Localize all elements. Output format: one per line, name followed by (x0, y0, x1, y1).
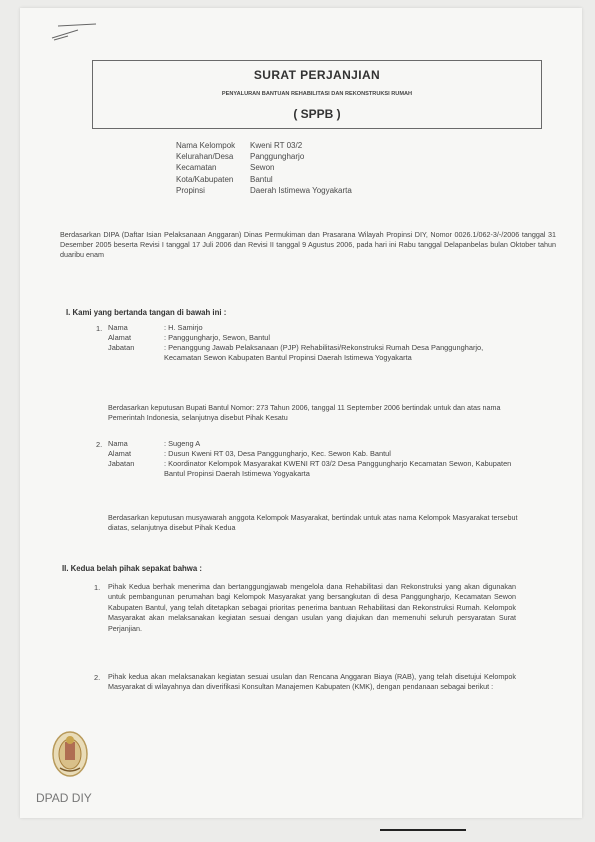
name-value: : Sugeng A (164, 439, 201, 448)
address-value: : Panggungharjo, Sewon, Bantul (164, 333, 271, 342)
point-1-text: Pihak Kedua berhak menerima dan bertanggungjawab mengelola dana Rehabilitasi dan Rekonstruksi yang akan digunakan untuk pembangunan perumahan bagi Kelompok Masyarakat yang bersangkutan di desa Panggungharjo, Kecamatan Sewon Kabupaten Bantul, yang telah ditetapkan sebagai prioritas penerima bantuan Rehabilitasi dan Rekonstruksi Rumah. Kelompok Masyarakat akan melaksanakan kegiatan sesuai dengan usulan yang diajukan dan memenuhi seluruh persyaratan Surat Perjanjian. (108, 582, 516, 633)
footer-line (380, 829, 466, 831)
party-1-basis: Berdasarkan keputusan Bupati Bantul Nomor: 273 Tahun 2006, tanggal 11 September 2006 bertindak untuk dan atas nama Pemerintah Indonesia, selanjutnya disebut Pihak Kesatu (108, 403, 501, 423)
title-box (92, 60, 542, 129)
info-row (176, 162, 352, 173)
position-value: : Koordinator Kelompok Masyarakat KWENI RT 03/2 Desa Panggungharjo Kecamatan Sewon, Kabupaten Bantul Propinsi Daerah Istimewa Yogyakarta (164, 459, 512, 478)
document-page (20, 8, 582, 818)
address-label: Alamat (108, 333, 132, 342)
party-2-details (108, 439, 518, 479)
name-value: : H. Samirjo (164, 323, 203, 332)
info-row (176, 174, 352, 185)
pen-scribble (48, 18, 108, 48)
info-row (176, 151, 352, 162)
party-2-number: 2. (96, 440, 103, 449)
info-value: Bantul (250, 174, 273, 184)
party-2-basis: Berdasarkan keputusan musyawarah anggota Kelompok Masyarakat, bertindak untuk atas nama Kelompok Masyarakat tersebut diatas, selanjutnya disebut Pihak Kedua (108, 513, 518, 533)
info-label: Kota/Kabupaten (176, 174, 234, 184)
document-subtitle: PENYALURAN BANTUAN REHABILITASI DAN REKONSTRUKSI RUMAH (221, 91, 413, 97)
group-info (176, 140, 352, 196)
info-value: Sewon (250, 163, 275, 173)
info-label: Kelurahan/Desa (176, 152, 234, 162)
party-1-number: 1. (96, 324, 103, 333)
section-1-heading: I. Kami yang bertanda tangan di bawah ini : (66, 308, 227, 317)
info-label: Nama Kelompok (176, 141, 236, 150)
point-2-number: 2. (94, 673, 101, 682)
position-value: : Penanggung Jawab Pelaksanaan (PJP) Rehabilitasi/Rekonstruksi Rumah Desa Panggungharjo, Kecamatan Sewon Kabupaten Bantul Propinsi Daerah Istimewa Yogyakarta (164, 343, 484, 362)
name-label: Nama (108, 439, 128, 448)
document-code: ( SPPB ) (293, 107, 341, 121)
address-value: : Dusun Kweni RT 03, Desa Panggungharjo, Kec. Sewon Kab. Bantul (164, 449, 391, 458)
info-value: Panggungharjo (250, 152, 305, 162)
position-label: Jabatan (108, 459, 135, 468)
info-value: Kweni RT 03/2 (250, 141, 303, 150)
info-label: Kecamatan (176, 163, 217, 173)
info-value: Daerah Istimewa Yogyakarta (250, 185, 352, 195)
party-1-details (108, 323, 514, 363)
regional-seal-logo (50, 728, 90, 780)
archive-watermark: DPAD DIY (36, 791, 92, 805)
document-title: SURAT PERJANJIAN (253, 68, 381, 82)
point-1-number: 1. (94, 583, 101, 592)
section-2-heading: II. Kedua belah pihak sepakat bahwa : (62, 564, 202, 573)
address-label: Alamat (108, 449, 132, 458)
name-label: Nama (108, 323, 128, 332)
info-label: Propinsi (176, 185, 205, 195)
point-2-text: Pihak kedua akan melaksanakan kegiatan sesuai usulan dan Rencana Anggaran Biaya (RAB), yang telah disetujui Kelompok Masyarakat di wilayahnya dan diverifikasi Konsultan Manajemen Kabupaten (KMK), dengan pendanaan sebagai berikut : (108, 672, 516, 692)
position-label: Jabatan (108, 343, 135, 352)
info-row (176, 140, 352, 151)
intro-paragraph: Berdasarkan DIPA (Daftar Isian Pelaksanaan Anggaran) Dinas Permukiman dan Prasarana Wilayah Propinsi DIY, Nomor 0026.1/062-3/-/2006 tanggal 31 Desember 2005 beserta Revisi I tanggal 17 Juli 2006 dan Revisi II tanggal 9 Agustus 2006, pada hari ini Rabu tanggal Delapanbelas bulan Oktober tahun duaribu enam (60, 230, 556, 260)
info-row (176, 185, 352, 196)
